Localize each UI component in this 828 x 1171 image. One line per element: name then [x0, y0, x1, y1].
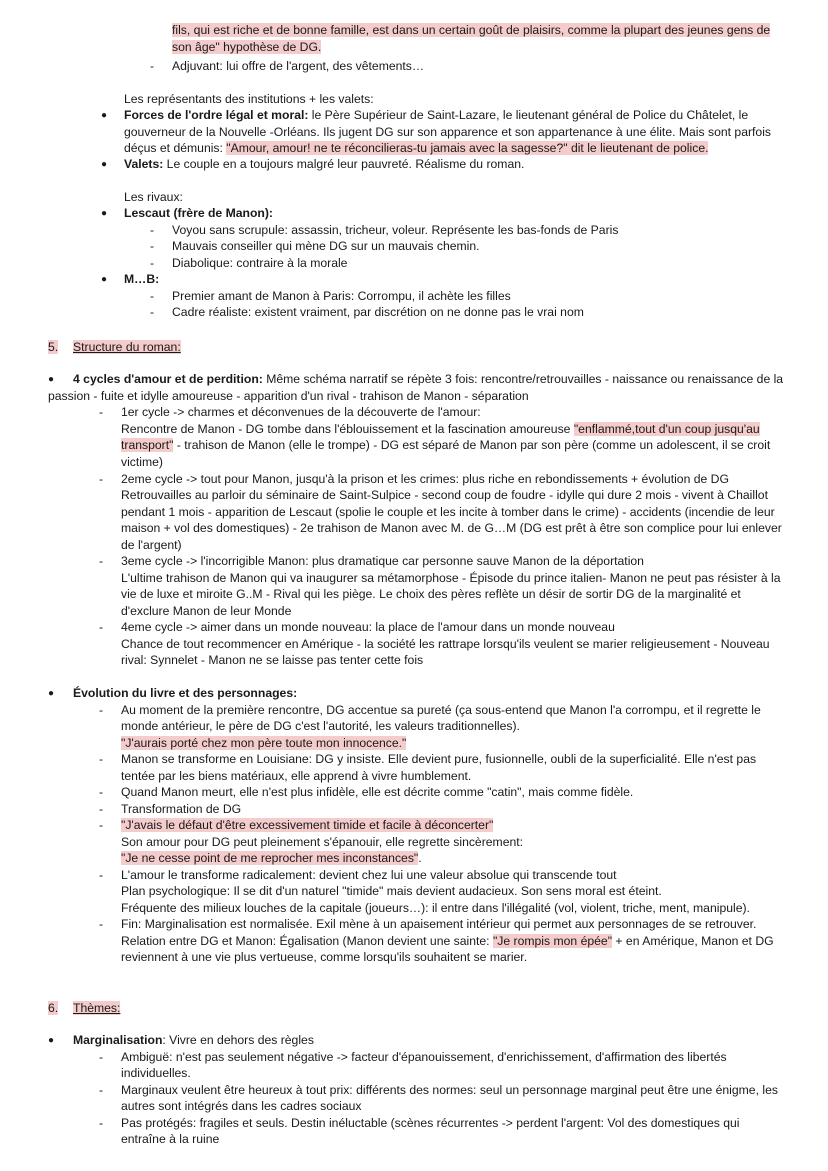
section-number: 6.: [48, 1001, 59, 1015]
forces-line: gouverneur de la Nouvelle -Orléans. Ils jugent DG sur son apparence et son appartenance à une élite. Mais sont parfois: [124, 125, 771, 139]
dash-marker: -: [150, 256, 155, 270]
cycle-text: victime): [121, 455, 163, 469]
evolution-text: Au moment de la première rencontre, DG accentue sa pureté (ça sous-entend que Manon l'a corrompu, et il regrette le: [121, 703, 761, 717]
theme-text: Pas protégés: fragiles et seuls. Destin inéluctable (scènes récurrentes -> perdent l'argent: Vol des domestiques qui: [121, 1116, 740, 1130]
cycle-text: d'exclure Manon de leur Monde: [121, 604, 292, 618]
dash-marker: -: [99, 554, 104, 568]
cycles-line: 4 cycles d'amour et de perdition: Même schéma narratif se répète 3 fois: rencontre/retrouvailles - naissance ou renaissance de la: [73, 372, 784, 386]
evolution-text: tentée par les biens matériaux, elle apprend à vivre humblement.: [121, 769, 472, 783]
adjuvant-text: Adjuvant: lui offre de l'argent, des vêtements…: [172, 59, 425, 73]
evolution-quote: "Je ne cesse point de me reprocher mes inconstances".: [121, 851, 422, 865]
dash-marker: -: [99, 620, 104, 634]
evolution-text: L'amour le transforme radicalement: devient chez lui une valeur absolue qui transcende tout: [121, 868, 617, 882]
evolution-quote: "J'avais le défaut d'être excessivement timide et facile à déconcerter": [121, 818, 494, 832]
bullet-dot: ●: [101, 208, 108, 219]
dash-marker: -: [99, 917, 104, 931]
cycles-line: passion - fuite et idylle amoureuse - apparition d'un rival - trahison de Manon - séparation: [48, 389, 529, 403]
evolution-text: Manon se transforme en Louisiane: DG y insiste. Elle devient pure, fusionnelle, oubli de la superficialité. Elle n'est pas: [121, 752, 757, 766]
dash-marker: -: [99, 752, 104, 766]
bullet-dot: ●: [101, 110, 108, 121]
bullet-dot: ●: [101, 159, 108, 170]
forces-line: déçus et démunis: "Amour, amour! ne te réconcilieras-tu jamais avec la sagesse?" dit le lieutenant de police.: [124, 141, 709, 155]
cycle-text: vie de luxe et miroite G..M - Rival qui les piège. Le choix des pères reflète un désir de sortir DG de la marginalité et: [121, 587, 741, 601]
bullet-dot: ●: [48, 1035, 55, 1046]
mb-label: M…B:: [124, 272, 160, 286]
evolution-text: Quand Manon meurt, elle n'est plus infidèle, elle est décrite comme "catin", mais comme fidèle.: [121, 785, 634, 799]
cycle-title: 2eme cycle -> tout pour Manon, jusqu'à la prison et les crimes: plus riche en rebondissements + évolution de DG: [121, 472, 729, 486]
cycle-text: rival: Synnelet - Manon ne se laisse pas tenter cette fois: [121, 653, 424, 667]
theme-text: autres sont intégrés dans les cadres sociaux: [121, 1099, 362, 1113]
dash-marker: -: [99, 1050, 104, 1064]
cycle-text: Retrouvailles au parloir du séminaire de Saint-Sulpice - second coup de foudre - idylle qui dure 2 mois - vivent à Chaillot: [121, 488, 768, 502]
evolution-text: Plan psychologique: Il se dit d'un naturel "timide" mais devient audacieux. Son sens moral est éteint.: [121, 884, 662, 898]
mb-item: Premier amant de Manon à Paris: Corrompu, il achète les filles: [172, 289, 511, 303]
cycle-title: 1er cycle -> charmes et déconvenues de la découverte de l'amour:: [121, 405, 481, 419]
cycle-text: maison + vol des domestiques) - 2e trahison de Manon avec M. de G…M (DG est prêt à être son complice pour lui enlever: [121, 521, 782, 535]
evolution-text: Fréquente des milieux louches de la capitale (joueurs…): il entre dans l'illégalité (vol, violent, triche, ment, manipule).: [121, 901, 750, 915]
cycle-title: 3eme cycle -> l'incorrigible Manon: plus dramatique car personne sauve Manon de la déportation: [121, 554, 644, 568]
institutions-heading: Les représentants des institutions + les valets:: [124, 92, 374, 106]
forces-line: Forces de l'ordre légal et moral: le Père Supérieur de Saint-Lazare, le lieutenant général de Police du Châtelet, le: [124, 108, 749, 122]
theme-text: Ambiguë: n'est pas seulement négative -> facteur d'épanouissement, d'enrichissement, d'affirmation des libertés: [121, 1050, 727, 1064]
cycle-title: 4eme cycle -> aimer dans un monde nouveau: la place de l'amour dans un monde nouveau: [121, 620, 615, 634]
valets-line: Valets: Le couple en a toujours malgré leur pauvreté. Réalisme du roman.: [124, 157, 525, 171]
bullet-dot: ●: [101, 274, 108, 285]
dash-marker: -: [99, 1083, 104, 1097]
section-title: Thèmes:: [73, 1001, 121, 1015]
dash-marker: -: [99, 1116, 104, 1130]
evolution-text: Son amour pour DG peut pleinement s'épanouir, elle regrette sincèrement:: [121, 835, 524, 849]
evolution-text: reviennent à une vie plus vertueuse, comme lorsqu'ils souhaitent se marier.: [121, 950, 528, 964]
theme-text: entraîne à la ruine: [121, 1132, 220, 1146]
section-number: 5.: [48, 340, 59, 354]
dash-marker: -: [150, 239, 155, 253]
dash-marker: -: [99, 405, 104, 419]
evolution-text: Fin: Marginalisation est normalisée. Exil mène à un apaisement intérieur qui permet aux personnages de se retrouver.: [121, 917, 757, 931]
cycle-text: transport" - trahison de Manon (elle le trompe) - DG est séparé de Manon par son père (comme un adolescent, il se croit: [121, 438, 771, 452]
dash-marker: -: [99, 472, 104, 486]
bullet-dot: ●: [48, 374, 55, 385]
dash-marker: -: [150, 59, 155, 73]
dash-marker: -: [150, 289, 155, 303]
evolution-quote: "J'aurais porté chez mon père toute mon innocence.": [121, 736, 407, 750]
section-title: Structure du roman:: [73, 340, 181, 354]
evolution-text: Relation entre DG et Manon: Égalisation (Manon devient une sainte: "Je rompis mon épée" + en Amérique, Manon et DG: [121, 934, 774, 948]
lescaut-label: Lescaut (frère de Manon):: [124, 206, 273, 220]
dash-marker: -: [150, 305, 155, 319]
dash-marker: -: [150, 223, 155, 237]
cycle-text: Chance de tout recommencer en Amérique - la société les rattrape lorsqu'ils veulent se marier religieusement - Nouveau: [121, 637, 770, 651]
cycle-text: Rencontre de Manon - DG tombe dans l'éblouissement et la fascination amoureuse "enflammé,tout d'un coup jusqu'au: [121, 422, 760, 436]
dash-marker: -: [99, 785, 104, 799]
marginalisation-line: Marginalisation: Vivre en dehors des règles: [73, 1033, 314, 1047]
mb-item: Cadre réaliste: existent vraiment, par discrétion on ne donne pas le vrai nom: [172, 305, 584, 319]
theme-text: individuelles.: [121, 1066, 191, 1080]
evolution-text: Transformation de DG: [121, 802, 242, 816]
intro-line: son âge" hypothèse de DG.: [172, 40, 322, 54]
cycle-text: de l'argent): [121, 538, 182, 552]
rivaux-heading: Les rivaux:: [124, 190, 183, 204]
evolution-text: monde antérieur, le père de DG c'est l'autorité, les valeurs traditionnelles).: [121, 719, 520, 733]
cycle-text: L'ultime trahison de Manon qui va inaugurer sa métamorphose - Épisode du prince italien- Manon ne peut pas résister à la: [121, 571, 781, 585]
theme-text: Marginaux veulent être heureux à tout prix: différents des normes: seul un personnage marginal peut être une énigme, les: [121, 1083, 778, 1097]
dash-marker: -: [99, 703, 104, 717]
evolution-label: Évolution du livre et des personnages:: [73, 686, 298, 700]
intro-line: fils, qui est riche et de bonne famille, est dans un certain goût de plaisirs, comme la plupart des jeunes gens de: [172, 23, 771, 37]
dash-marker: -: [99, 868, 104, 882]
lescaut-item: Mauvais conseiller qui mène DG sur un mauvais chemin.: [172, 239, 480, 253]
bullet-dot: ●: [48, 688, 55, 699]
lescaut-item: Diabolique: contraire à la morale: [172, 256, 348, 270]
cycle-text: pendant 1 mois - apparition de Lescaut (spolie le couple et les incite à tomber dans le crime) - accidents (incendie de leur: [121, 505, 775, 519]
dash-marker: -: [99, 818, 104, 832]
lescaut-item: Voyou sans scrupule: assassin, tricheur, voleur. Représente les bas-fonds de Paris: [172, 223, 619, 237]
dash-marker: -: [99, 802, 104, 816]
